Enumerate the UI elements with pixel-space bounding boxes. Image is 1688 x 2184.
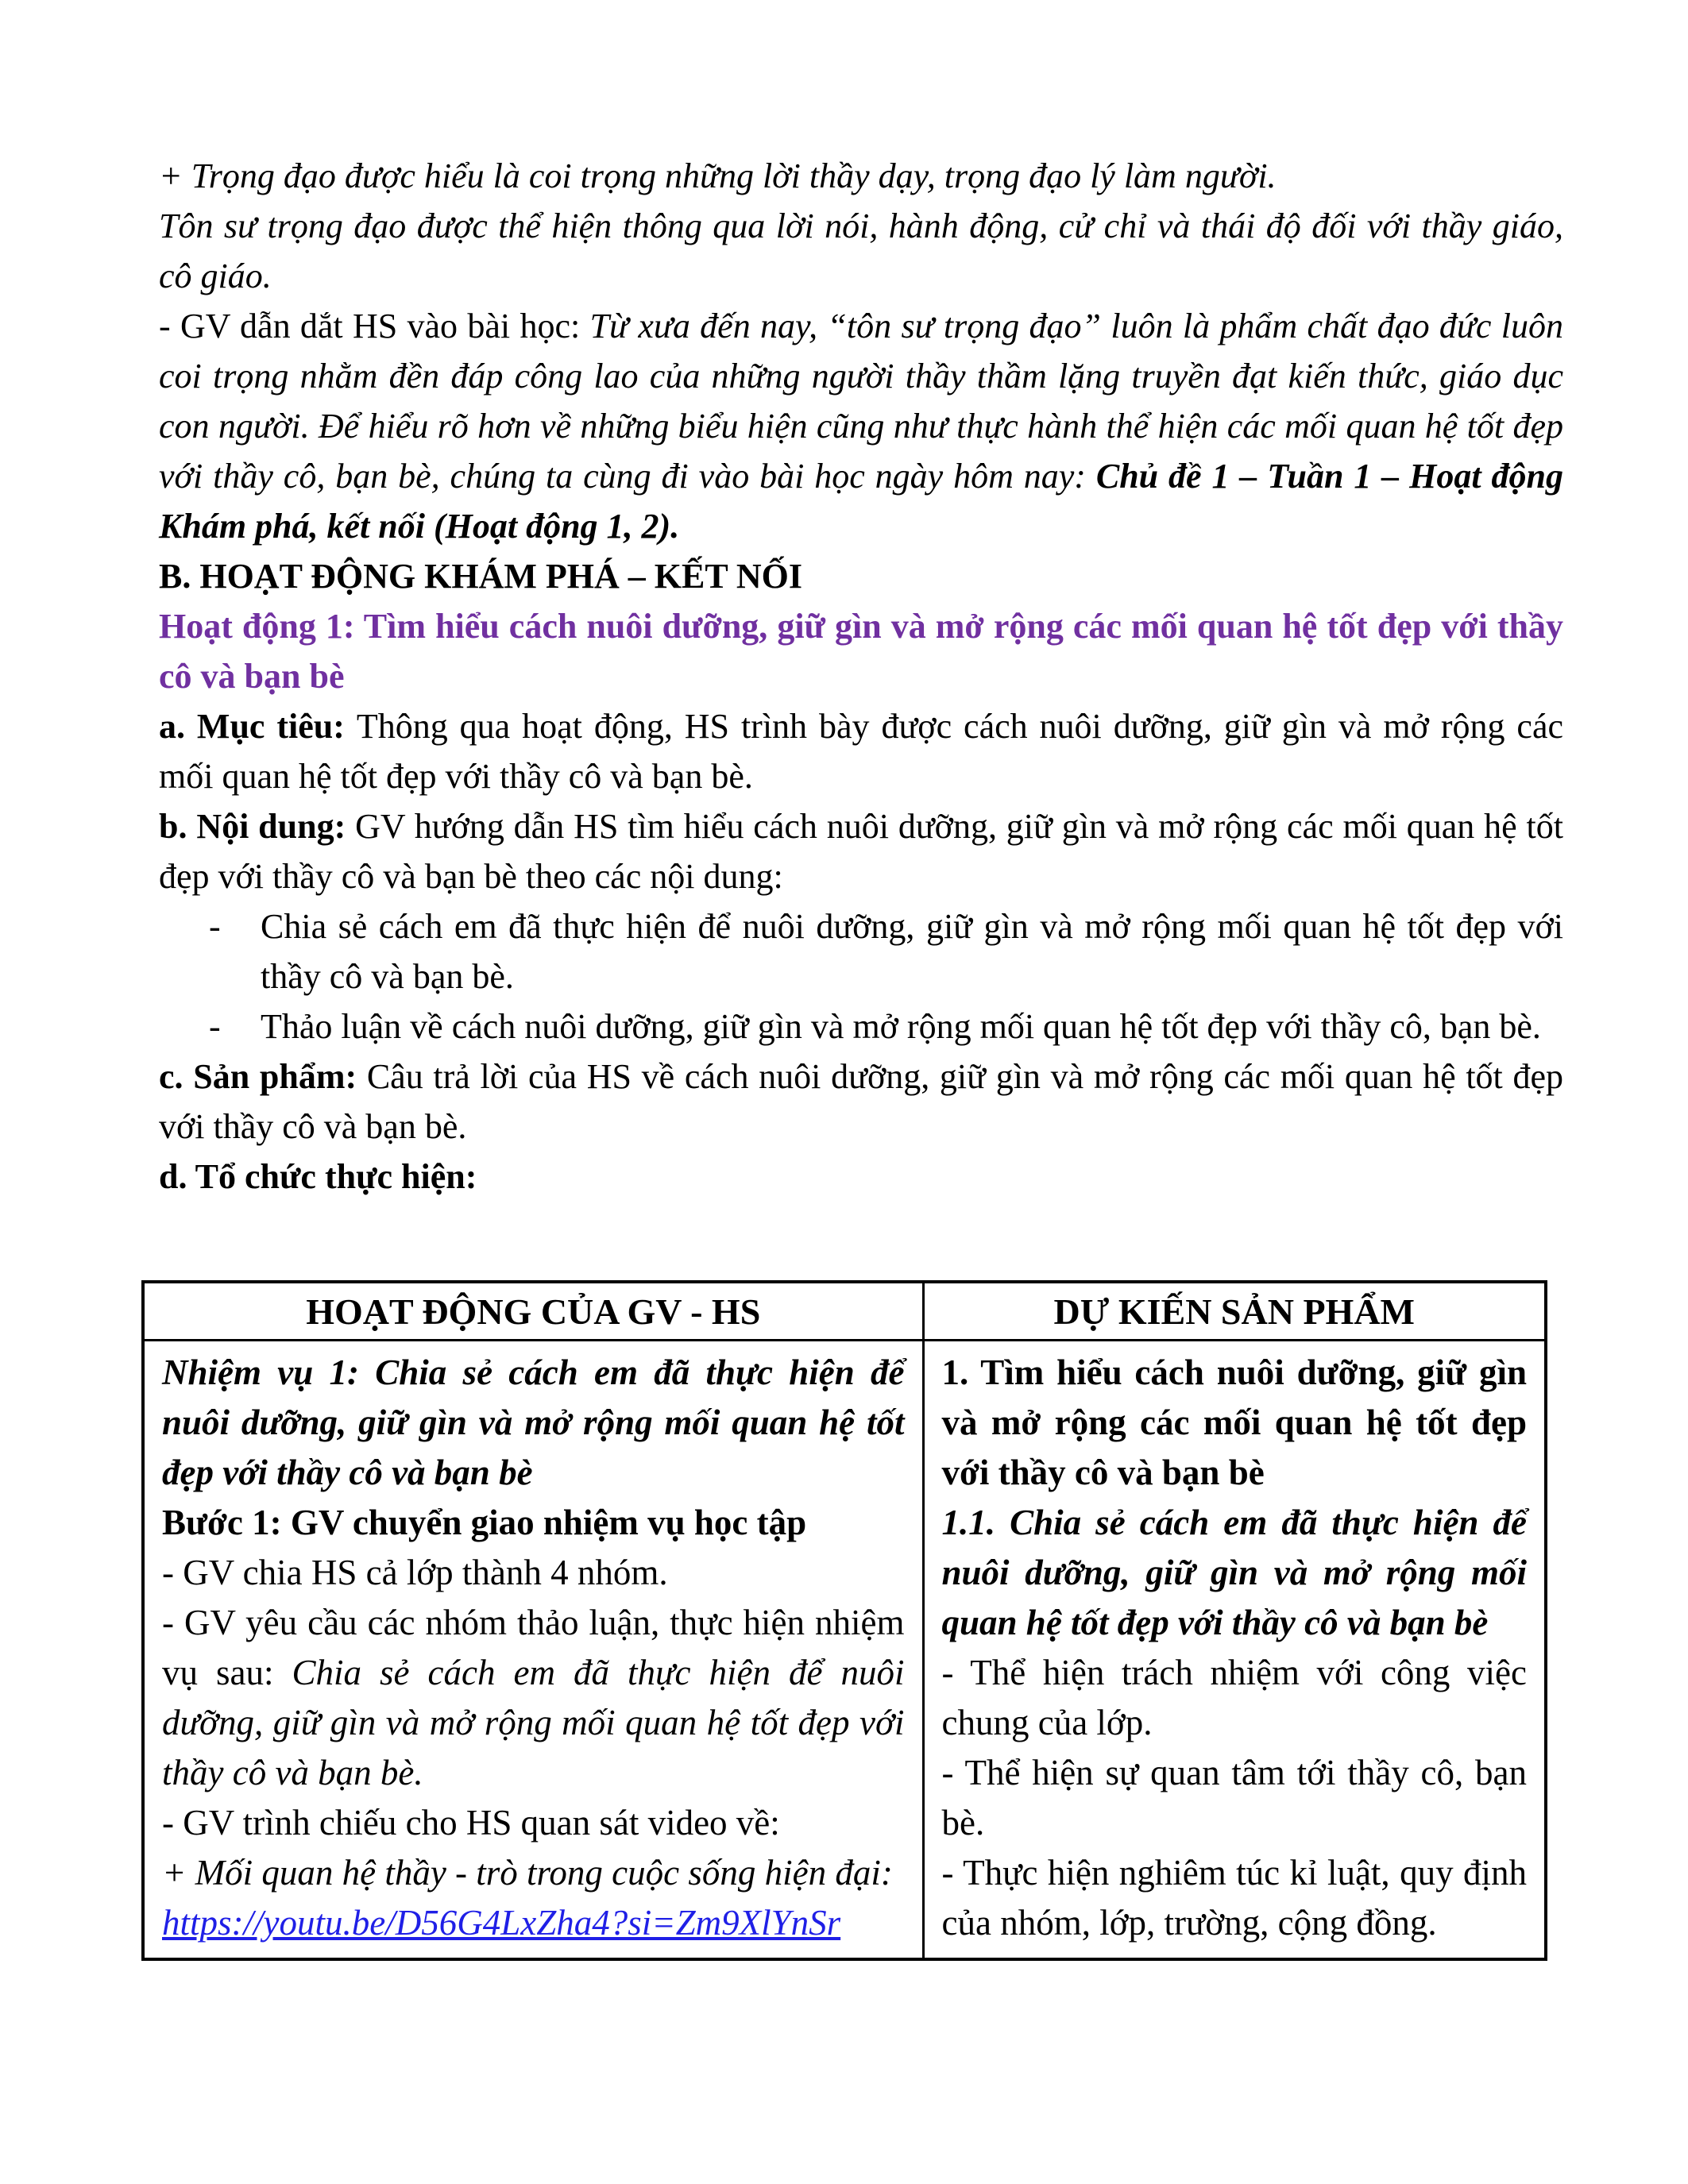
lesson-plan-table (141, 1280, 1547, 1961)
paragraph-noi-dung (159, 801, 1563, 901)
step-1-title: Bước 1: GV chuyển giao nhiệm vụ học tập (162, 1503, 807, 1542)
youtube-link[interactable]: https://youtu.be/D56G4LxZha4?si=Zm9XlYnSr (162, 1903, 841, 1943)
video-topic: + Mối quan hệ thầy - trò trong cuộc sống hiện đại: (162, 1853, 893, 1893)
cell-hoat-dong-gv-hs (143, 1341, 923, 1960)
muc-tieu-label: a. Mục tiêu: (159, 707, 357, 746)
bullet-dash: - (209, 1007, 221, 1046)
table-header-gv-hs: HOẠT ĐỘNG CỦA GV - HS (143, 1282, 923, 1341)
cell-du-kien-san-pham (923, 1341, 1546, 1960)
paragraph-trong-dao: + Trọng đạo được hiểu là coi trọng những lời thầy dạy, trọng đạo lý làm người. (159, 156, 1277, 195)
table-header-du-kien-san-pham: DỰ KIẾN SẢN PHẨM (923, 1282, 1546, 1341)
bullet-thao-luan (159, 1001, 1563, 1051)
gv-dan-dat-lead: - GV dẫn dắt HS vào bài học: (159, 307, 590, 345)
heading-activity-1: Hoạt động 1: Tìm hiểu cách nuôi dưỡng, giữ gìn và mở rộng các mối quan hệ tốt đẹp với thầy cô và bạn bè (159, 607, 1563, 696)
paragraph-to-chuc: d. Tổ chức thực hiện: (159, 1157, 477, 1196)
paragraph-ton-su: Tôn sư trọng đạo được thể hiện thông qua lời nói, hành động, cử chỉ và thái độ đối với thầy giáo, cô giáo. (159, 206, 1563, 295)
task-1-title: Nhiệm vụ 1: Chia sẻ cách em đã thực hiện để nuôi dưỡng, giữ gìn và mở rộng mối quan hệ tốt đẹp với thầy cô và bạn bè (162, 1352, 905, 1492)
table-body-row (143, 1341, 1546, 1960)
bullet-thao-luan-text: Thảo luận về cách nuôi dưỡng, giữ gìn và mở rộng mối quan hệ tốt đẹp với thầy cô, bạn bè. (261, 1007, 1541, 1046)
result-item-1: - Thể hiện trách nhiệm với công việc chung của lớp. (941, 1653, 1527, 1742)
result-item-3: - Thực hiện nghiêm túc kỉ luật, quy định của nhóm, lớp, trường, cộng đồng. (941, 1853, 1527, 1943)
result-subtitle: 1.1. Chia sẻ cách em đã thực hiện để nuôi dưỡng, giữ gìn và mở rộng mối quan hệ tốt đẹp với thầy cô và bạn bè (941, 1503, 1527, 1642)
heading-kham-pha-ket-noi: B. HOẠT ĐỘNG KHÁM PHÁ – KẾT NỐI (159, 557, 803, 596)
document-body (159, 151, 1563, 1202)
noi-dung-text: GV hướng dẫn HS tìm hiểu cách nuôi dưỡng, giữ gìn và mở rộng các mối quan hệ tốt đẹp với thầy cô và bạn bè theo các nội dung: (159, 807, 1563, 896)
gv-dan-dat-quote: Từ xưa đến nay, “tôn sư trọng đạo” luôn là phẩm chất đạo đức luôn coi trọng nhằm đền đáp công lao của những người thầy thầm lặng truyền đạt kiến thức, giáo dục con người. Để hiểu rõ hơn về những biểu hiện cũng như thực hành thể hiện các mối quan hệ tốt đẹp với thầy cô, bạn bè, chúng ta cùng đi vào bài học ngày hôm nay: (159, 307, 1563, 496)
gv-yeu-cau-task: Chia sẻ cách em đã thực hiện để nuôi dưỡng, giữ gìn và mở rộng mối quan hệ tốt đẹp với thầy cô và bạn bè. (162, 1653, 905, 1792)
bullet-chia-se (159, 901, 1563, 1001)
gv-yeu-cau-lead: - GV yêu cầu các nhóm thảo luận, thực hiện nhiệm vụ sau: (162, 1603, 905, 1692)
paragraph-san-pham (159, 1051, 1563, 1152)
muc-tieu-text: Thông qua hoạt động, HS trình bày được cách nuôi dưỡng, giữ gìn và mở rộng các mối quan hệ tốt đẹp với thầy cô và bạn bè. (159, 707, 1564, 796)
paragraph-gv-dan-dat (159, 301, 1563, 551)
gv-chia-nhom: - GV chia HS cả lớp thành 4 nhóm. (162, 1553, 668, 1592)
gv-yeu-cau (162, 1598, 905, 1798)
noi-dung-label: b. Nội dung: (159, 807, 356, 846)
gv-trinh-chieu: - GV trình chiếu cho HS quan sát video về: (162, 1803, 780, 1843)
san-pham-label: c. Sản phẩm: (159, 1057, 367, 1096)
bullet-dash: - (209, 907, 221, 946)
gv-dan-dat-chu-de: Chủ đề 1 – Tuần 1 – Hoạt động Khám phá, kết nối (Hoạt động 1, 2). (159, 457, 1563, 546)
san-pham-text: Câu trả lời của HS về cách nuôi dưỡng, giữ gìn và mở rộng các mối quan hệ tốt đẹp với thầy cô và bạn bè. (159, 1057, 1563, 1146)
result-item-2: - Thể hiện sự quan tâm tới thầy cô, bạn bè. (941, 1753, 1527, 1843)
bullet-chia-se-text: Chia sẻ cách em đã thực hiện để nuôi dưỡng, giữ gìn và mở rộng mối quan hệ tốt đẹp với thầy cô và bạn bè. (261, 907, 1563, 996)
result-title: 1. Tìm hiểu cách nuôi dưỡng, giữ gìn và mở rộng các mối quan hệ tốt đẹp với thầy cô và bạn bè (941, 1352, 1527, 1492)
video-link-line (162, 1898, 905, 1948)
table-header-row (143, 1282, 1546, 1341)
paragraph-muc-tieu (159, 701, 1563, 801)
